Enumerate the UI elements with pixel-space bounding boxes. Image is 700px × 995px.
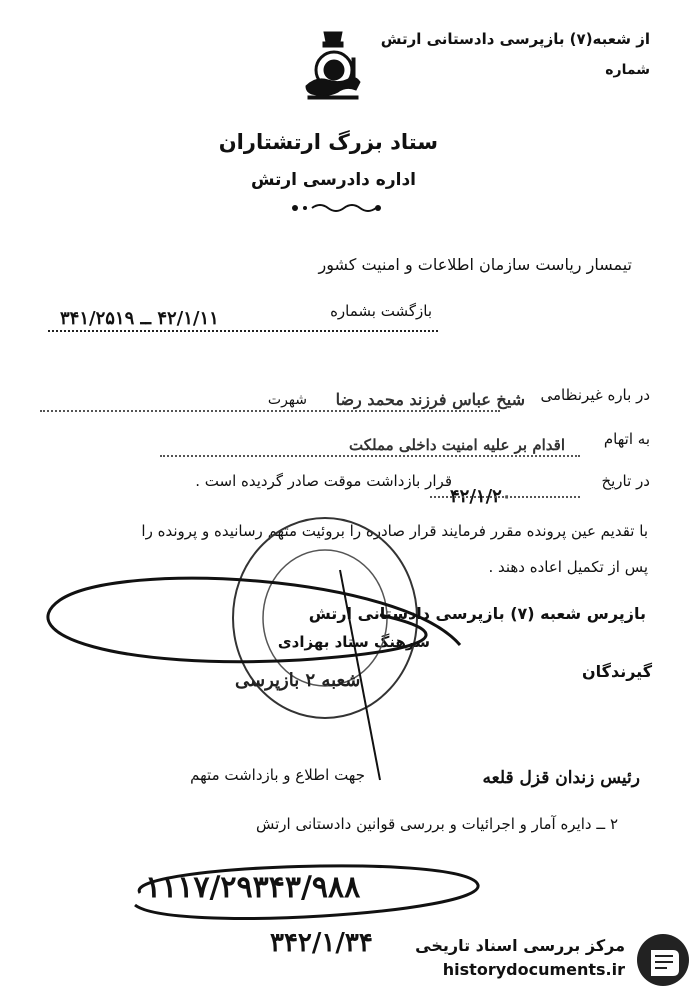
body-line2-charge: اقدام بر علیه امنیت داخلی مملکت	[349, 436, 565, 454]
number-label: شماره	[605, 62, 650, 78]
reference-dotted-line	[48, 330, 438, 332]
body-line1-dots	[40, 410, 500, 412]
reference-prefix: بازگشت بشماره	[330, 302, 432, 320]
org-title: ستاد بزرگ ارتشتاران	[218, 130, 438, 154]
branch-line: از شعبه(۷) بازپرسی دادستانی ارتش	[380, 30, 650, 48]
reference-number: ۴۲/۱/۱۱ ــ ۳۴۱/۲۵۱۹	[60, 308, 219, 329]
lion-and-sun-emblem	[300, 30, 366, 102]
recipient-item2: ۲ ــ دایره آمار و اجرائیات و بررسی قوانین دادستانی ارتش	[255, 815, 618, 833]
body-line2-label: به اتهام	[603, 430, 650, 448]
recipient-item1-text: جهت اطلاع و بازداشت متهم	[190, 766, 365, 784]
body-para1: با تقدیم عین پرونده مقرر فرمایند قرار صادره را بروئیت متهم رسانیده و پرونده را	[141, 522, 648, 540]
body-line3-text: قرار بازداشت موقت صادر گردیده است .	[195, 472, 452, 490]
watermark	[395, 930, 695, 990]
signature-line1: بازپرس شعبه (۷) بازپرسی دادستانی ارتش	[308, 604, 646, 623]
org-dept: اداره دادرسی ارتش	[250, 170, 416, 190]
recipient-item1-hand: رئیس زندان قزل قلعه	[482, 768, 640, 788]
watermark-line2: historydocuments.ir	[442, 960, 625, 979]
body-line3-date: ۴۲/۱/۲۰	[450, 486, 512, 507]
recipient-line: تیمسار ریاست سازمان اطلاعات و امنیت کشور	[318, 255, 632, 274]
recipients-label: گیرندگان	[581, 662, 652, 681]
archive-circled-number: ۱۱۱۷/۲۹۳۴۳/۹۸۸	[145, 870, 361, 905]
body-line3-label: در تاریخ	[601, 472, 650, 490]
watermark-line1: مرکز بررسی اسناد تاریخی	[415, 936, 625, 955]
stamp-inner-text: شعبه ۲ بازپرسی	[235, 670, 361, 691]
body-line1-surname-label: شهرت	[267, 392, 307, 408]
archive-bottom-note: ۳۴۲/۱/۳۴	[270, 928, 373, 958]
ornament-divider	[290, 202, 385, 214]
body-para2: پس از تکمیل اعاده دهند .	[488, 558, 648, 576]
signature-line2: سرهنگ ستاد بهزادی	[277, 633, 430, 651]
body-line2-dots	[160, 455, 580, 457]
scroll-logo-icon	[635, 932, 691, 988]
body-line3-dots	[430, 496, 580, 498]
body-line1-label: در باره غیرنظامی	[540, 386, 650, 404]
body-line1-name: شیخ عباس فرزند محمد رضا	[335, 390, 525, 409]
